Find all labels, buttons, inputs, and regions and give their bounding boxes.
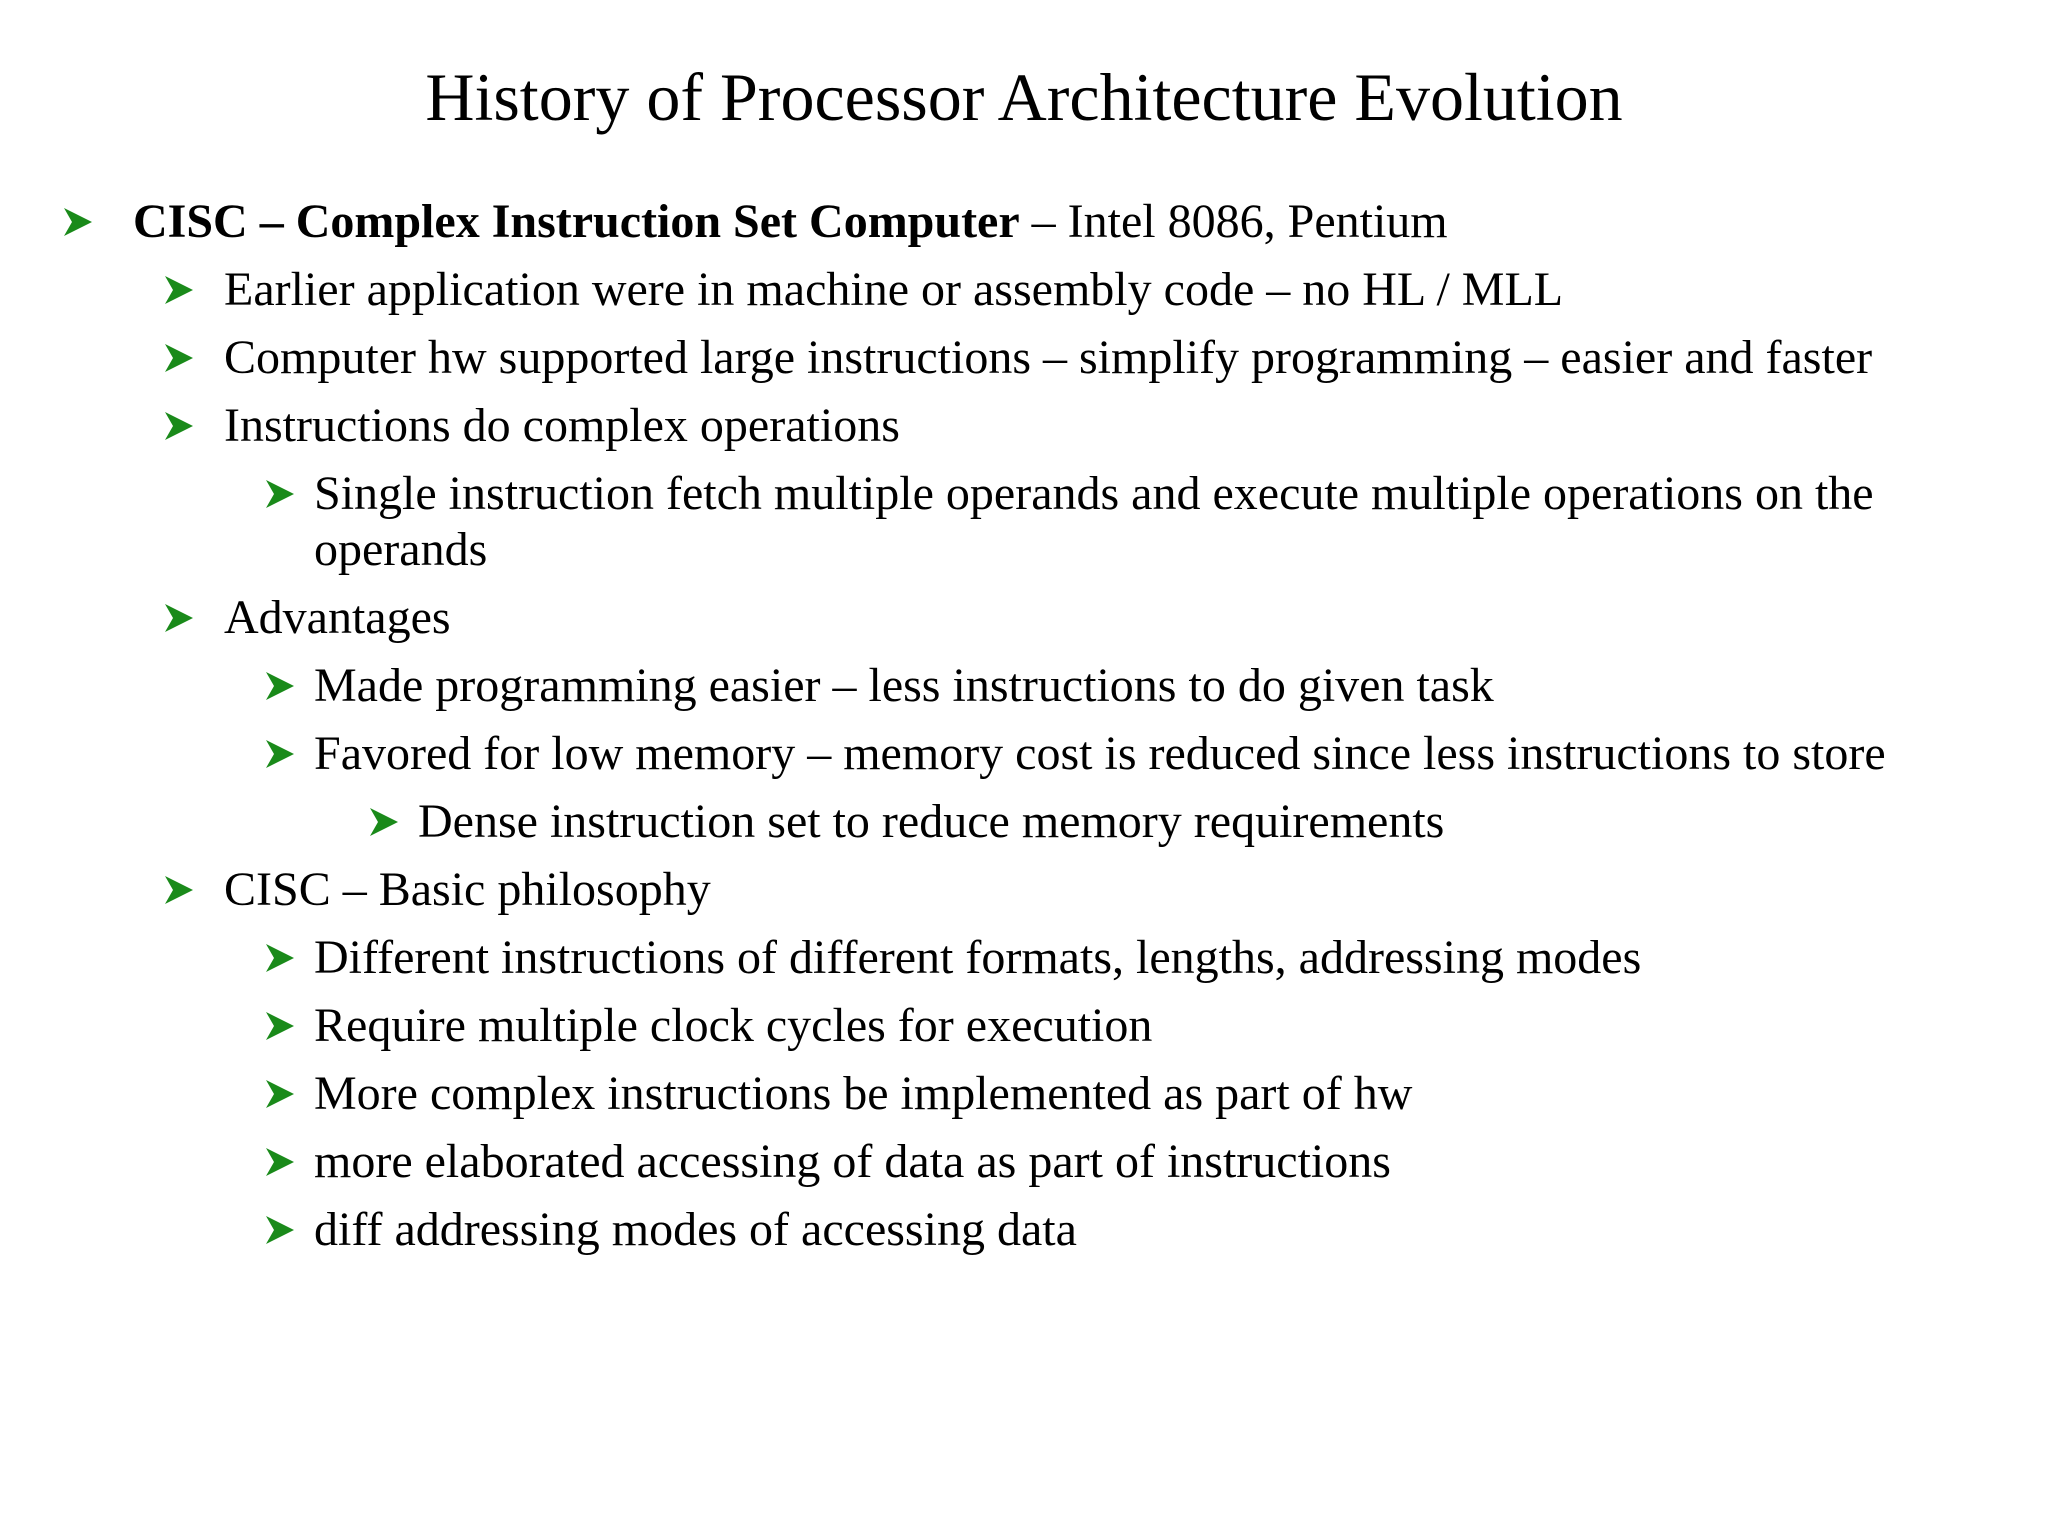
bullet-text <box>314 930 2008 986</box>
bullet-item <box>0 930 2048 986</box>
bullet-plain-text: More complex instructions be implemented as part of hw <box>314 1067 1413 1120</box>
bullet-plain-text: Dense instruction set to reduce memory requirements <box>418 795 1445 848</box>
bullet-plain-text: Require multiple clock cycles for execution <box>314 999 1153 1052</box>
arrow-bullet-icon <box>264 478 296 510</box>
arrow-bullet-icon <box>264 1010 296 1042</box>
arrow-bullet-icon <box>62 206 94 238</box>
bullet-text <box>224 330 2008 386</box>
arrow-bullet-icon <box>163 410 195 442</box>
bullet-item <box>0 862 2048 918</box>
bullet-plain-text: Made programming easier – less instructions to do given task <box>314 659 1494 712</box>
arrow-bullet-icon <box>264 1078 296 1110</box>
arrow-bullet-icon <box>264 738 296 770</box>
slide-title: History of Processor Architecture Evolution <box>425 59 1623 135</box>
arrow-bullet-icon <box>264 942 296 974</box>
arrow-bullet-icon <box>163 274 195 306</box>
bullet-bold-text: CISC – Complex Instruction Set Computer <box>133 195 1020 248</box>
bullet-plain-text: – Intel 8086, Pentium <box>1019 195 1448 248</box>
bullet-plain-text: Favored for low memory – memory cost is reduced since less instructions to store <box>314 727 1886 780</box>
bullet-item <box>0 1066 2048 1122</box>
arrow-bullet-icon <box>368 806 400 838</box>
arrow-bullet-icon <box>163 874 195 906</box>
bullet-text <box>418 794 2008 850</box>
bullet-text <box>314 1202 2008 1258</box>
bullet-plain-text: diff addressing modes of accessing data <box>314 1203 1077 1256</box>
bullet-item <box>0 466 2048 578</box>
bullet-plain-text: more elaborated accessing of data as part of instructions <box>314 1135 1391 1188</box>
bullet-plain-text: Different instructions of different formats, lengths, addressing modes <box>314 931 1642 984</box>
bullet-item <box>0 658 2048 714</box>
bullet-text <box>314 1066 2008 1122</box>
arrow-bullet-icon <box>264 670 296 702</box>
arrow-bullet-icon <box>264 1214 296 1246</box>
bullet-plain-text: Single instruction fetch multiple operands and execute multiple operations on the operands <box>314 467 1874 576</box>
bullet-text <box>314 658 2008 714</box>
bullet-item <box>0 726 2048 782</box>
bullet-item <box>0 1202 2048 1258</box>
bullet-plain-text: Advantages <box>224 591 451 644</box>
bullet-text <box>314 1134 2008 1190</box>
bullet-text <box>314 726 2008 782</box>
bullet-text <box>224 398 2008 454</box>
bullet-item <box>0 194 2048 250</box>
bullet-item <box>0 590 2048 646</box>
bullet-item <box>0 1134 2048 1190</box>
bullet-text <box>224 862 2008 918</box>
bullet-item <box>0 998 2048 1054</box>
bullet-text <box>224 590 2008 646</box>
bullet-item <box>0 330 2048 386</box>
bullet-text <box>224 262 2008 318</box>
bullet-item <box>0 794 2048 850</box>
bullet-text <box>314 466 2008 578</box>
bullet-text <box>133 194 2008 250</box>
bullet-text <box>314 998 2008 1054</box>
arrow-bullet-icon <box>163 342 195 374</box>
bullet-plain-text: CISC – Basic philosophy <box>224 863 711 916</box>
bullet-plain-text: Computer hw supported large instructions – simplify programming – easier and faster <box>224 331 1873 384</box>
arrow-bullet-icon <box>264 1146 296 1178</box>
bullet-list <box>0 194 2048 1270</box>
bullet-item <box>0 398 2048 454</box>
arrow-bullet-icon <box>163 602 195 634</box>
bullet-plain-text: Earlier application were in machine or assembly code – no HL / MLL <box>224 263 1564 316</box>
bullet-item <box>0 262 2048 318</box>
bullet-plain-text: Instructions do complex operations <box>224 399 900 452</box>
